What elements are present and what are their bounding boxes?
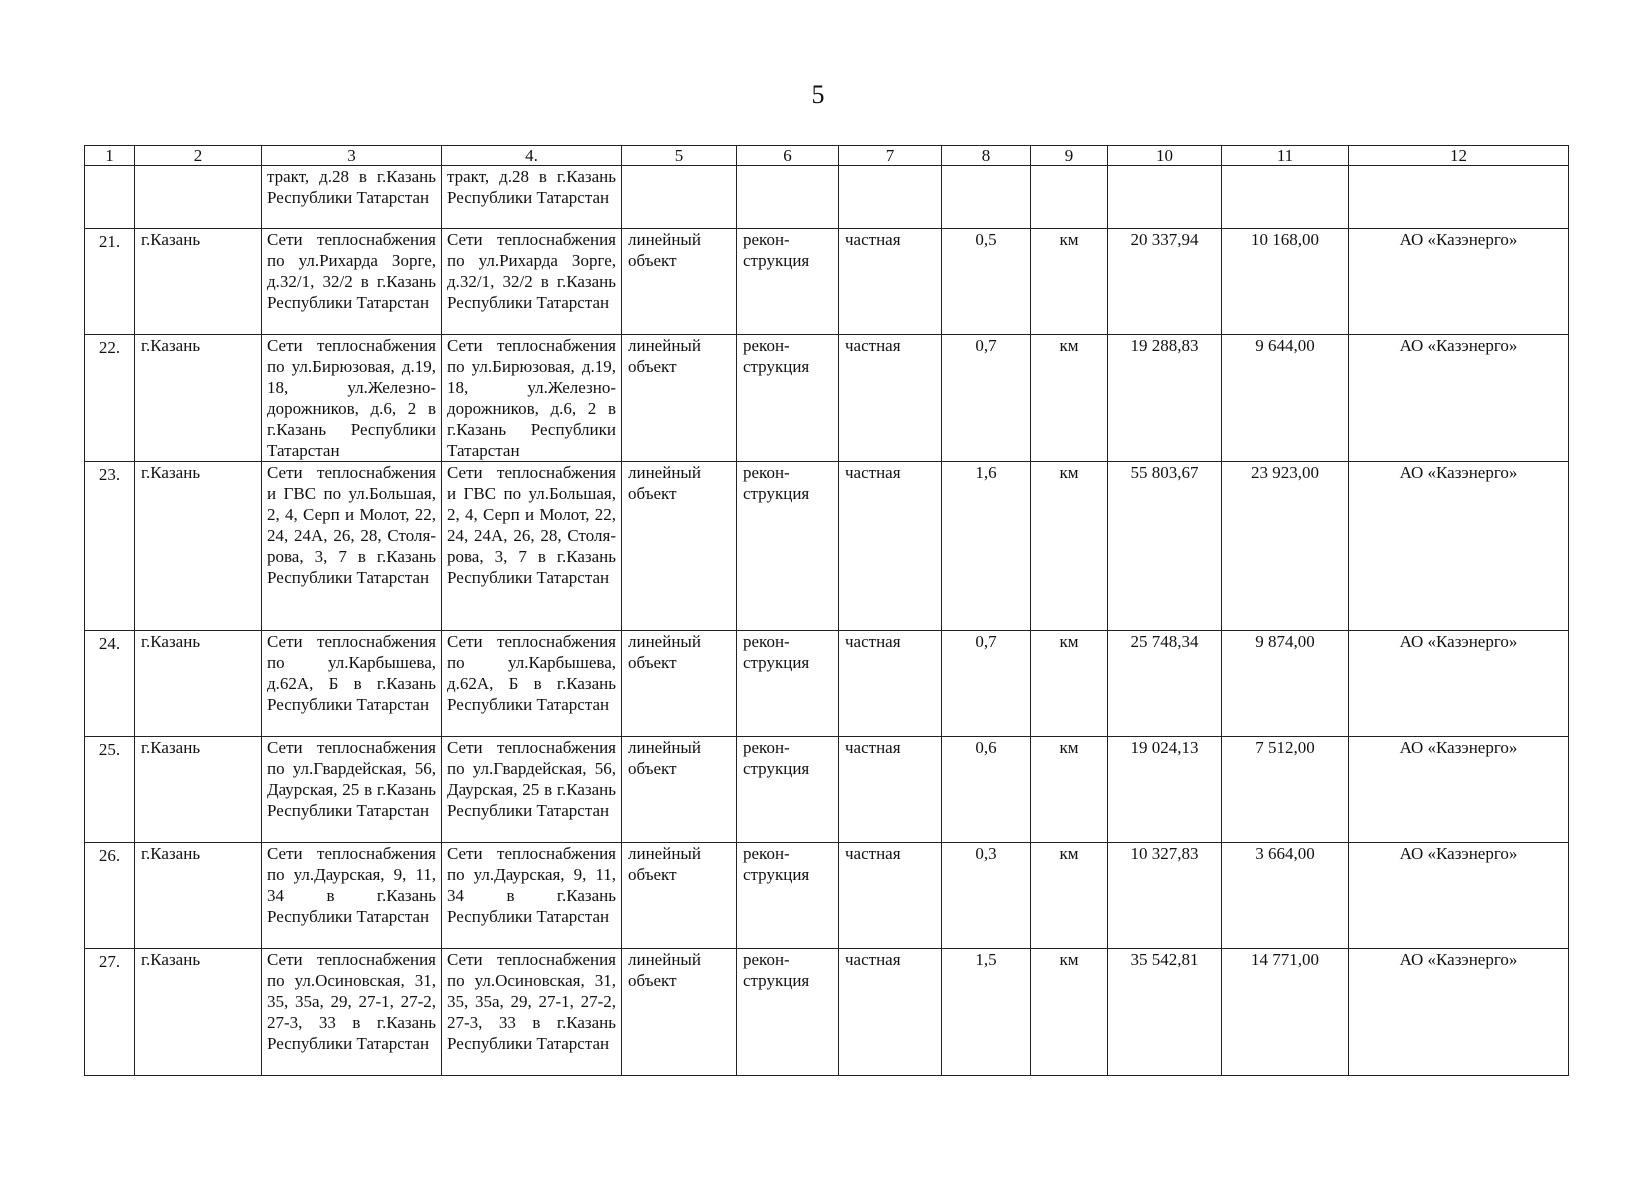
cost-cell: 35 542,81 (1108, 949, 1222, 1076)
object-name-cell: Сети теплоснабжения по ул.Даурская, 9, 11, 34 в г.Казань Республики Татарстан (262, 843, 442, 949)
object-name-cell: Сети теплоснабжения по ул.Осиновская, 31, 35, 35а, 29, 27-1, 27-2, 27-3, 33 в г.Казань Республики Татарстан (262, 949, 442, 1076)
city-cell: г.Казань (135, 631, 262, 737)
financing-cell: 9 644,00 (1222, 335, 1349, 462)
financing-cell: 3 664,00 (1222, 843, 1349, 949)
capacity-value-cell: 0,5 (942, 229, 1031, 335)
table-header-row (85, 146, 1569, 166)
work-type-cell: реконструкция (737, 949, 839, 1076)
organization-cell: АО «Казэнерго» (1349, 229, 1569, 335)
cost-cell: 10 327,83 (1108, 843, 1222, 949)
object-name-cell: Сети теплоснабжения по ул.Рихарда Зорге, д.32/1, 32/2 в г.Казань Республики Татарстан (262, 229, 442, 335)
capacity-value-cell: 0,6 (942, 737, 1031, 843)
column-header: 11 (1222, 146, 1349, 166)
ownership-cell: частная (839, 737, 942, 843)
city-cell: г.Казань (135, 335, 262, 462)
column-header: 1 (85, 146, 135, 166)
column-header: 4. (442, 146, 622, 166)
capacity-value-cell: 1,5 (942, 949, 1031, 1076)
object-address-cell: Сети теплоснабжения по ул.Карбышева, д.62А, Б в г.Казань Республики Татарстан (442, 631, 622, 737)
row-number-cell: 25. (85, 737, 135, 843)
row-number-cell: 23. (85, 462, 135, 631)
unit-cell: км (1031, 462, 1108, 631)
row-number-cell: 27. (85, 949, 135, 1076)
work-type-cell: реконструкция (737, 843, 839, 949)
object-address-cell: Сети теплоснабжения по ул.Гвардейская, 56, Даурская, 25 в г.Казань Республики Татарстан (442, 737, 622, 843)
table-cell (85, 166, 135, 229)
object-name-cell: Сети теплоснабжения по ул.Карбышева, д.62А, Б в г.Казань Республики Татарстан (262, 631, 442, 737)
organization-cell: АО «Казэнерго» (1349, 843, 1569, 949)
object-type-cell: линейный объект (622, 843, 737, 949)
table-row (85, 462, 1569, 631)
object-name-cell: тракт, д.28 в г.Казань Республики Татарстан (262, 166, 442, 229)
work-type-cell: реконструкция (737, 462, 839, 631)
object-type-cell: линейный объект (622, 949, 737, 1076)
unit-cell: км (1031, 335, 1108, 462)
work-type-cell: реконструкция (737, 737, 839, 843)
ownership-cell: частная (839, 631, 942, 737)
ownership-cell: частная (839, 229, 942, 335)
table-body (85, 229, 1569, 1076)
organization-cell: АО «Казэнерго» (1349, 631, 1569, 737)
ownership-cell: частная (839, 462, 942, 631)
organization-cell: АО «Казэнерго» (1349, 462, 1569, 631)
financing-cell: 9 874,00 (1222, 631, 1349, 737)
cost-cell: 55 803,67 (1108, 462, 1222, 631)
column-header: 12 (1349, 146, 1569, 166)
financing-cell: 7 512,00 (1222, 737, 1349, 843)
unit-cell: км (1031, 843, 1108, 949)
object-name-cell: Сети теплоснабжения по ул.Бирюзовая, д.19, 18, ул.Железнодорожников, д.6, 2 в г.Казань Республики Татарстан (262, 335, 442, 462)
table-cell (622, 166, 737, 229)
city-cell: г.Казань (135, 843, 262, 949)
work-type-cell: реконструкция (737, 335, 839, 462)
organization-cell: АО «Казэнерго» (1349, 737, 1569, 843)
cost-cell: 19 288,83 (1108, 335, 1222, 462)
table-row (85, 335, 1569, 462)
table-cell (1349, 166, 1569, 229)
capacity-value-cell: 0,7 (942, 631, 1031, 737)
financing-cell: 23 923,00 (1222, 462, 1349, 631)
table-row (85, 229, 1569, 335)
organization-cell: АО «Казэнерго» (1349, 949, 1569, 1076)
table-cell (1108, 166, 1222, 229)
object-name-cell: Сети теплоснабжения по ул.Гвардейская, 56, Даурская, 25 в г.Казань Республики Татарстан (262, 737, 442, 843)
object-type-cell: линейный объект (622, 737, 737, 843)
row-number-cell: 21. (85, 229, 135, 335)
object-address-cell: Сети теплоснабжения по ул.Даурская, 9, 11, 34 в г.Казань Республики Татарстан (442, 843, 622, 949)
capacity-value-cell: 1,6 (942, 462, 1031, 631)
table-row (85, 949, 1569, 1076)
object-type-cell: линейный объект (622, 462, 737, 631)
object-address-cell: тракт, д.28 в г.Казань Республики Татарстан (442, 166, 622, 229)
row-number-cell: 24. (85, 631, 135, 737)
object-address-cell: Сети теплоснабжения по ул.Осиновская, 31, 35, 35а, 29, 27-1, 27-2, 27-3, 33 в г.Казань Республики Татарстан (442, 949, 622, 1076)
table-cell (1031, 166, 1108, 229)
ownership-cell: частная (839, 843, 942, 949)
unit-cell: км (1031, 229, 1108, 335)
table-row (85, 631, 1569, 737)
table-cell (737, 166, 839, 229)
object-address-cell: Сети теплоснабжения и ГВС по ул.Большая, 2, 4, Серп и Молот, 22, 24, 24А, 26, 28, Столярова, 3, 7 в г.Казань Республики Татарстан (442, 462, 622, 631)
object-type-cell: линейный объект (622, 335, 737, 462)
row-number-cell: 26. (85, 843, 135, 949)
organization-cell: АО «Казэнерго» (1349, 335, 1569, 462)
column-header: 5 (622, 146, 737, 166)
column-header: 8 (942, 146, 1031, 166)
data-table (84, 145, 1569, 1076)
cost-cell: 20 337,94 (1108, 229, 1222, 335)
table-row (85, 843, 1569, 949)
table-row (85, 737, 1569, 843)
capacity-value-cell: 0,3 (942, 843, 1031, 949)
column-header: 7 (839, 146, 942, 166)
column-header: 6 (737, 146, 839, 166)
city-cell: г.Казань (135, 737, 262, 843)
column-header: 3 (262, 146, 442, 166)
unit-cell: км (1031, 949, 1108, 1076)
financing-cell: 14 771,00 (1222, 949, 1349, 1076)
work-type-cell: реконструкция (737, 229, 839, 335)
work-type-cell: реконструкция (737, 631, 839, 737)
city-cell: г.Казань (135, 949, 262, 1076)
capacity-value-cell: 0,7 (942, 335, 1031, 462)
object-type-cell: линейный объект (622, 631, 737, 737)
city-cell: г.Казань (135, 462, 262, 631)
object-type-cell: линейный объект (622, 229, 737, 335)
column-header: 2 (135, 146, 262, 166)
row-number-cell: 22. (85, 335, 135, 462)
page-number: 5 (811, 80, 825, 109)
unit-cell: км (1031, 737, 1108, 843)
financing-cell: 10 168,00 (1222, 229, 1349, 335)
cost-cell: 19 024,13 (1108, 737, 1222, 843)
table-cell (135, 166, 262, 229)
column-header: 10 (1108, 146, 1222, 166)
table-cell (1222, 166, 1349, 229)
ownership-cell: частная (839, 949, 942, 1076)
object-address-cell: Сети теплоснабжения по ул.Рихарда Зорге, д.32/1, 32/2 в г.Казань Республики Татарстан (442, 229, 622, 335)
object-address-cell: Сети теплоснабжения по ул.Бирюзовая, д.19, 18, ул.Железнодорожников, д.6, 2 в г.Казань Республики Татарстан (442, 335, 622, 462)
ownership-cell: частная (839, 335, 942, 462)
object-name-cell: Сети теплоснабжения и ГВС по ул.Большая, 2, 4, Серп и Молот, 22, 24, 24А, 26, 28, Столярова, 3, 7 в г.Казань Республики Татарстан (262, 462, 442, 631)
cost-cell: 25 748,34 (1108, 631, 1222, 737)
table-cell (942, 166, 1031, 229)
table-cell (839, 166, 942, 229)
unit-cell: км (1031, 631, 1108, 737)
table-row-continuation (85, 166, 1569, 229)
column-header: 9 (1031, 146, 1108, 166)
city-cell: г.Казань (135, 229, 262, 335)
